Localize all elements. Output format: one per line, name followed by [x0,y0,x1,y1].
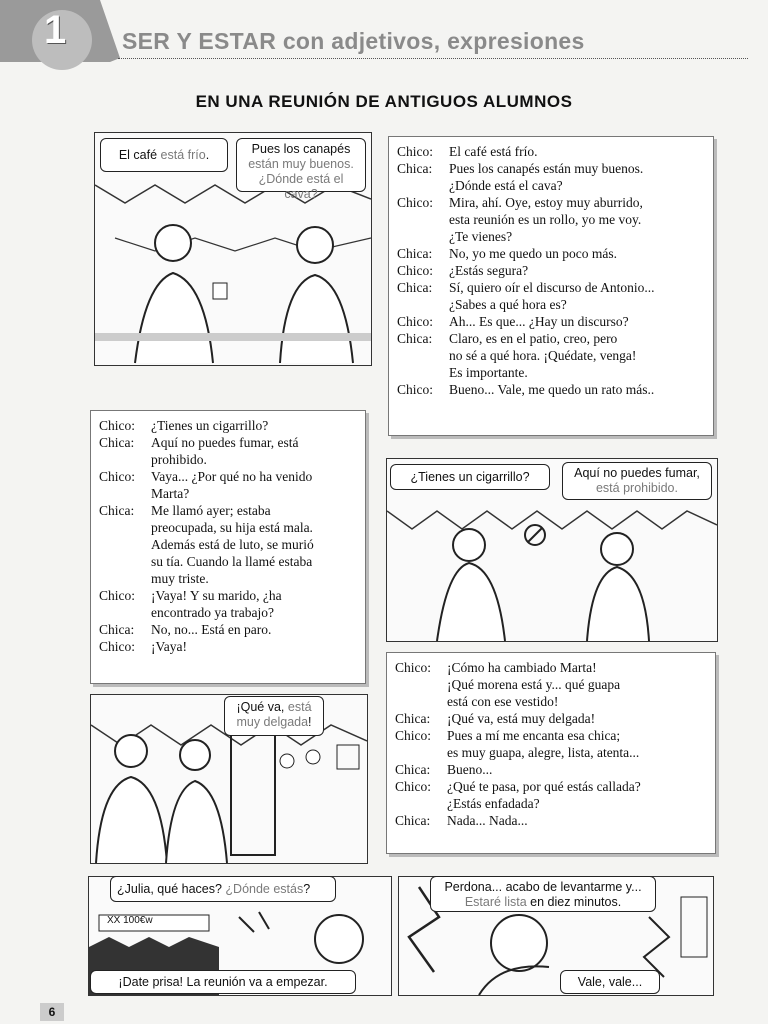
dialog-line [99,621,357,638]
dialog-line [99,468,357,485]
speaker-label: Chica: [395,813,431,828]
header-divider [118,58,748,59]
dialog-line [99,638,357,655]
speaker-label: Chica: [395,762,431,777]
dialog-text: ¿Sabes a qué hora es? [449,297,567,312]
dialog-line [397,160,705,177]
dialog-line [395,676,707,693]
speaker-label: Chico: [397,314,433,329]
scene-title: EN UNA REUNIÓN DE ANTIGUOS ALUMNOS [195,92,573,111]
dialog-box-1 [388,136,714,436]
speech-bubble-delgada [224,696,324,736]
speaker-label: Chico: [397,144,433,159]
speaker-label [99,553,151,570]
speaker-label: Chico: [99,639,135,654]
speaker-label [99,451,151,468]
dialog-line [99,553,357,570]
dialog-line [397,381,705,398]
dialog-text: No, yo me quedo un poco más. [449,246,617,261]
dialog-text: prohibido. [151,452,207,467]
dialog-line [397,347,705,364]
bubble-text: ¡Qué va, [236,700,288,714]
speech-bubble-cafe: El café está frío. [100,138,228,172]
dialog-line [99,485,357,502]
dialog-text: muy triste. [151,571,209,586]
dialog-line [397,364,705,381]
dialog-line [395,693,707,710]
speaker-label [395,744,447,761]
speaker-label: Chica: [99,622,135,637]
dialog-text: Mira, ahí. Oye, estoy muy aburrido, [449,195,643,210]
bubble-text-highlight: está [287,700,312,714]
bubble-text: ? [303,882,311,896]
dialog-text: Marta? [151,486,190,501]
dialog-line [397,262,705,279]
dialog-line [397,143,705,160]
speaker-label: Chico: [395,728,431,743]
dialog-line [99,536,357,553]
speech-bubble-canapes [236,138,366,201]
dialog-line [397,279,705,296]
bubble-text-highlight: Estaré lista [464,895,527,909]
dialog-text: Ah... Es que... ¿Hay un discurso? [449,314,629,329]
speaker-label [395,676,447,693]
dialog-text: ¿Te vienes? [449,229,513,244]
dialog-text: ¡Qué morena está y... qué guapa [447,677,621,692]
bubble-text-highlight: está frío [160,148,206,162]
dialog-text: Claro, es en el patio, creo, pero [449,331,618,346]
speaker-label: Chico: [395,779,431,794]
speaker-label: Chico: [397,382,433,397]
speech-bubble-perdona [430,876,656,912]
bubble-line: están muy buenos. [248,157,354,171]
bubble-line: Aquí no puedes fumar, [574,466,700,480]
dialog-text: Además está de luto, se murió [151,537,314,552]
speech-bubble-cigarette: ¿Tienes un cigarrillo? [390,464,550,490]
speaker-label [99,536,151,553]
bubble-line: ¿Dónde está el cava? [258,172,344,201]
dialog-line [397,228,705,245]
dialog-text: encontrado ya trabajo? [151,605,274,620]
dialog-text: ¿Tienes un cigarrillo? [151,418,269,433]
dialog-text: ¡Vaya! Y su marido, ¿ha [151,588,282,603]
dialog-line [397,194,705,211]
dialog-text: ¿Dónde está el cava? [449,178,563,193]
dialog-line [99,519,357,536]
speaker-label [397,364,449,381]
speaker-label: Chica: [397,280,433,295]
dialog-line [99,604,357,621]
speaker-label: Chica: [395,711,431,726]
dialog-text: Aquí no puedes fumar, está [151,435,299,450]
speaker-label: Chica: [99,435,135,450]
bubble-text: El café [118,148,161,162]
bubble-text: ¿Julia, qué haces? [117,882,226,896]
speaker-label: Chico: [99,418,135,433]
dialog-line [99,434,357,451]
bubble-text: en diez minutos. [526,895,622,909]
dialog-text: ¿Estás segura? [449,263,529,278]
dialog-line [395,727,707,744]
speaker-label: Chica: [397,161,433,176]
dialog-text: su tía. Cuando la llamé estaba [151,554,313,569]
phone-screen-text: XX 100€w [107,915,153,926]
dialog-line [99,570,357,587]
dialog-line [99,451,357,468]
bubble-text: ! [308,715,312,729]
dialog-line [99,587,357,604]
speaker-label [99,519,151,536]
dialog-line [397,296,705,313]
dialog-text: ¡Vaya! [151,639,187,654]
dialog-box-3 [386,652,716,854]
dialog-text: ¡Cómo ha cambiado Marta! [447,660,597,675]
dialog-line [395,795,707,812]
speaker-label: Chico: [395,660,431,675]
dialog-line [395,710,707,727]
dialog-line [397,330,705,347]
speech-bubble-no-smoking [562,462,712,500]
speaker-label: Chico: [397,263,433,278]
dialog-text: preocupada, su hija está mala. [151,520,313,535]
dialog-line [397,177,705,194]
bubble-line: Pues los canapés [251,142,351,156]
speaker-label [99,570,151,587]
dialog-text: Es importante. [449,365,528,380]
dialog-text: Nada... Nada... [447,813,528,828]
dialog-line [397,245,705,262]
speech-bubble-date-prisa: ¡Date prisa! La reunión va a empezar. [90,970,356,994]
dialog-line [99,417,357,434]
bubble-text-highlight: ¿Dónde estás [225,882,304,896]
speaker-label [395,693,447,710]
dialog-line [395,812,707,829]
dialog-text: Pues los canapés están muy buenos. [449,161,644,176]
dialog-text: Me llamó ayer; estaba [151,503,271,518]
bubble-line: Perdona... acabo de levantarme y... [444,880,642,894]
dialog-text: Sí, quiero oír el discurso de Antonio... [449,280,655,295]
speaker-label [397,347,449,364]
page-title: SER Y ESTAR con adjetivos, expresiones [122,28,585,54]
dialog-text: ¿Estás enfadada? [447,796,540,811]
speaker-label [99,485,151,502]
dialog-line [395,761,707,778]
dialog-line [395,659,707,676]
speaker-label: Chica: [397,331,433,346]
dialog-text: no sé a qué hora. ¡Quédate, venga! [449,348,637,363]
bubble-line: está prohibido. [595,481,678,495]
speaker-label [397,177,449,194]
dialog-text: Pues a mí me encanta esa chica; [447,728,621,743]
speaker-label: Chico: [99,469,135,484]
dialog-text: Vaya... ¿Por qué no ha venido [151,469,313,484]
dialog-line [397,313,705,330]
dialog-text: ¡Qué va, está muy delgada! [447,711,596,726]
speaker-label: Chico: [397,195,433,210]
dialog-text: Bueno... Vale, me quedo un rato más.. [449,382,655,397]
dialog-line [99,502,357,519]
dialog-text: ¿Qué te pasa, por qué estás callada? [447,779,641,794]
dialog-line [397,211,705,228]
dialog-text: es muy guapa, alegre, lista, atenta... [447,745,640,760]
page-number: 6 [40,1003,64,1021]
dialog-line [395,744,707,761]
speech-bubble-vale: Vale, vale... [560,970,660,994]
speaker-label: Chica: [99,503,135,518]
speaker-label [99,604,151,621]
speaker-label [397,211,449,228]
dialog-text: No, no... Está en paro. [151,622,272,637]
speaker-label: Chico: [99,588,135,603]
speaker-label [397,296,449,313]
unit-number: 1 [44,8,67,52]
dialog-text: El café está frío. [449,144,538,159]
speaker-label [397,228,449,245]
bubble-text-highlight: muy delgada [236,715,309,729]
speech-bubble-julia [110,876,336,902]
dialog-text: Bueno... [447,762,493,777]
dialog-box-2 [90,410,366,684]
speaker-label [395,795,447,812]
dialog-line [395,778,707,795]
speaker-label: Chica: [397,246,433,261]
dialog-text: está con ese vestido! [447,694,559,709]
dialog-text: esta reunión es un rollo, yo me voy. [449,212,642,227]
